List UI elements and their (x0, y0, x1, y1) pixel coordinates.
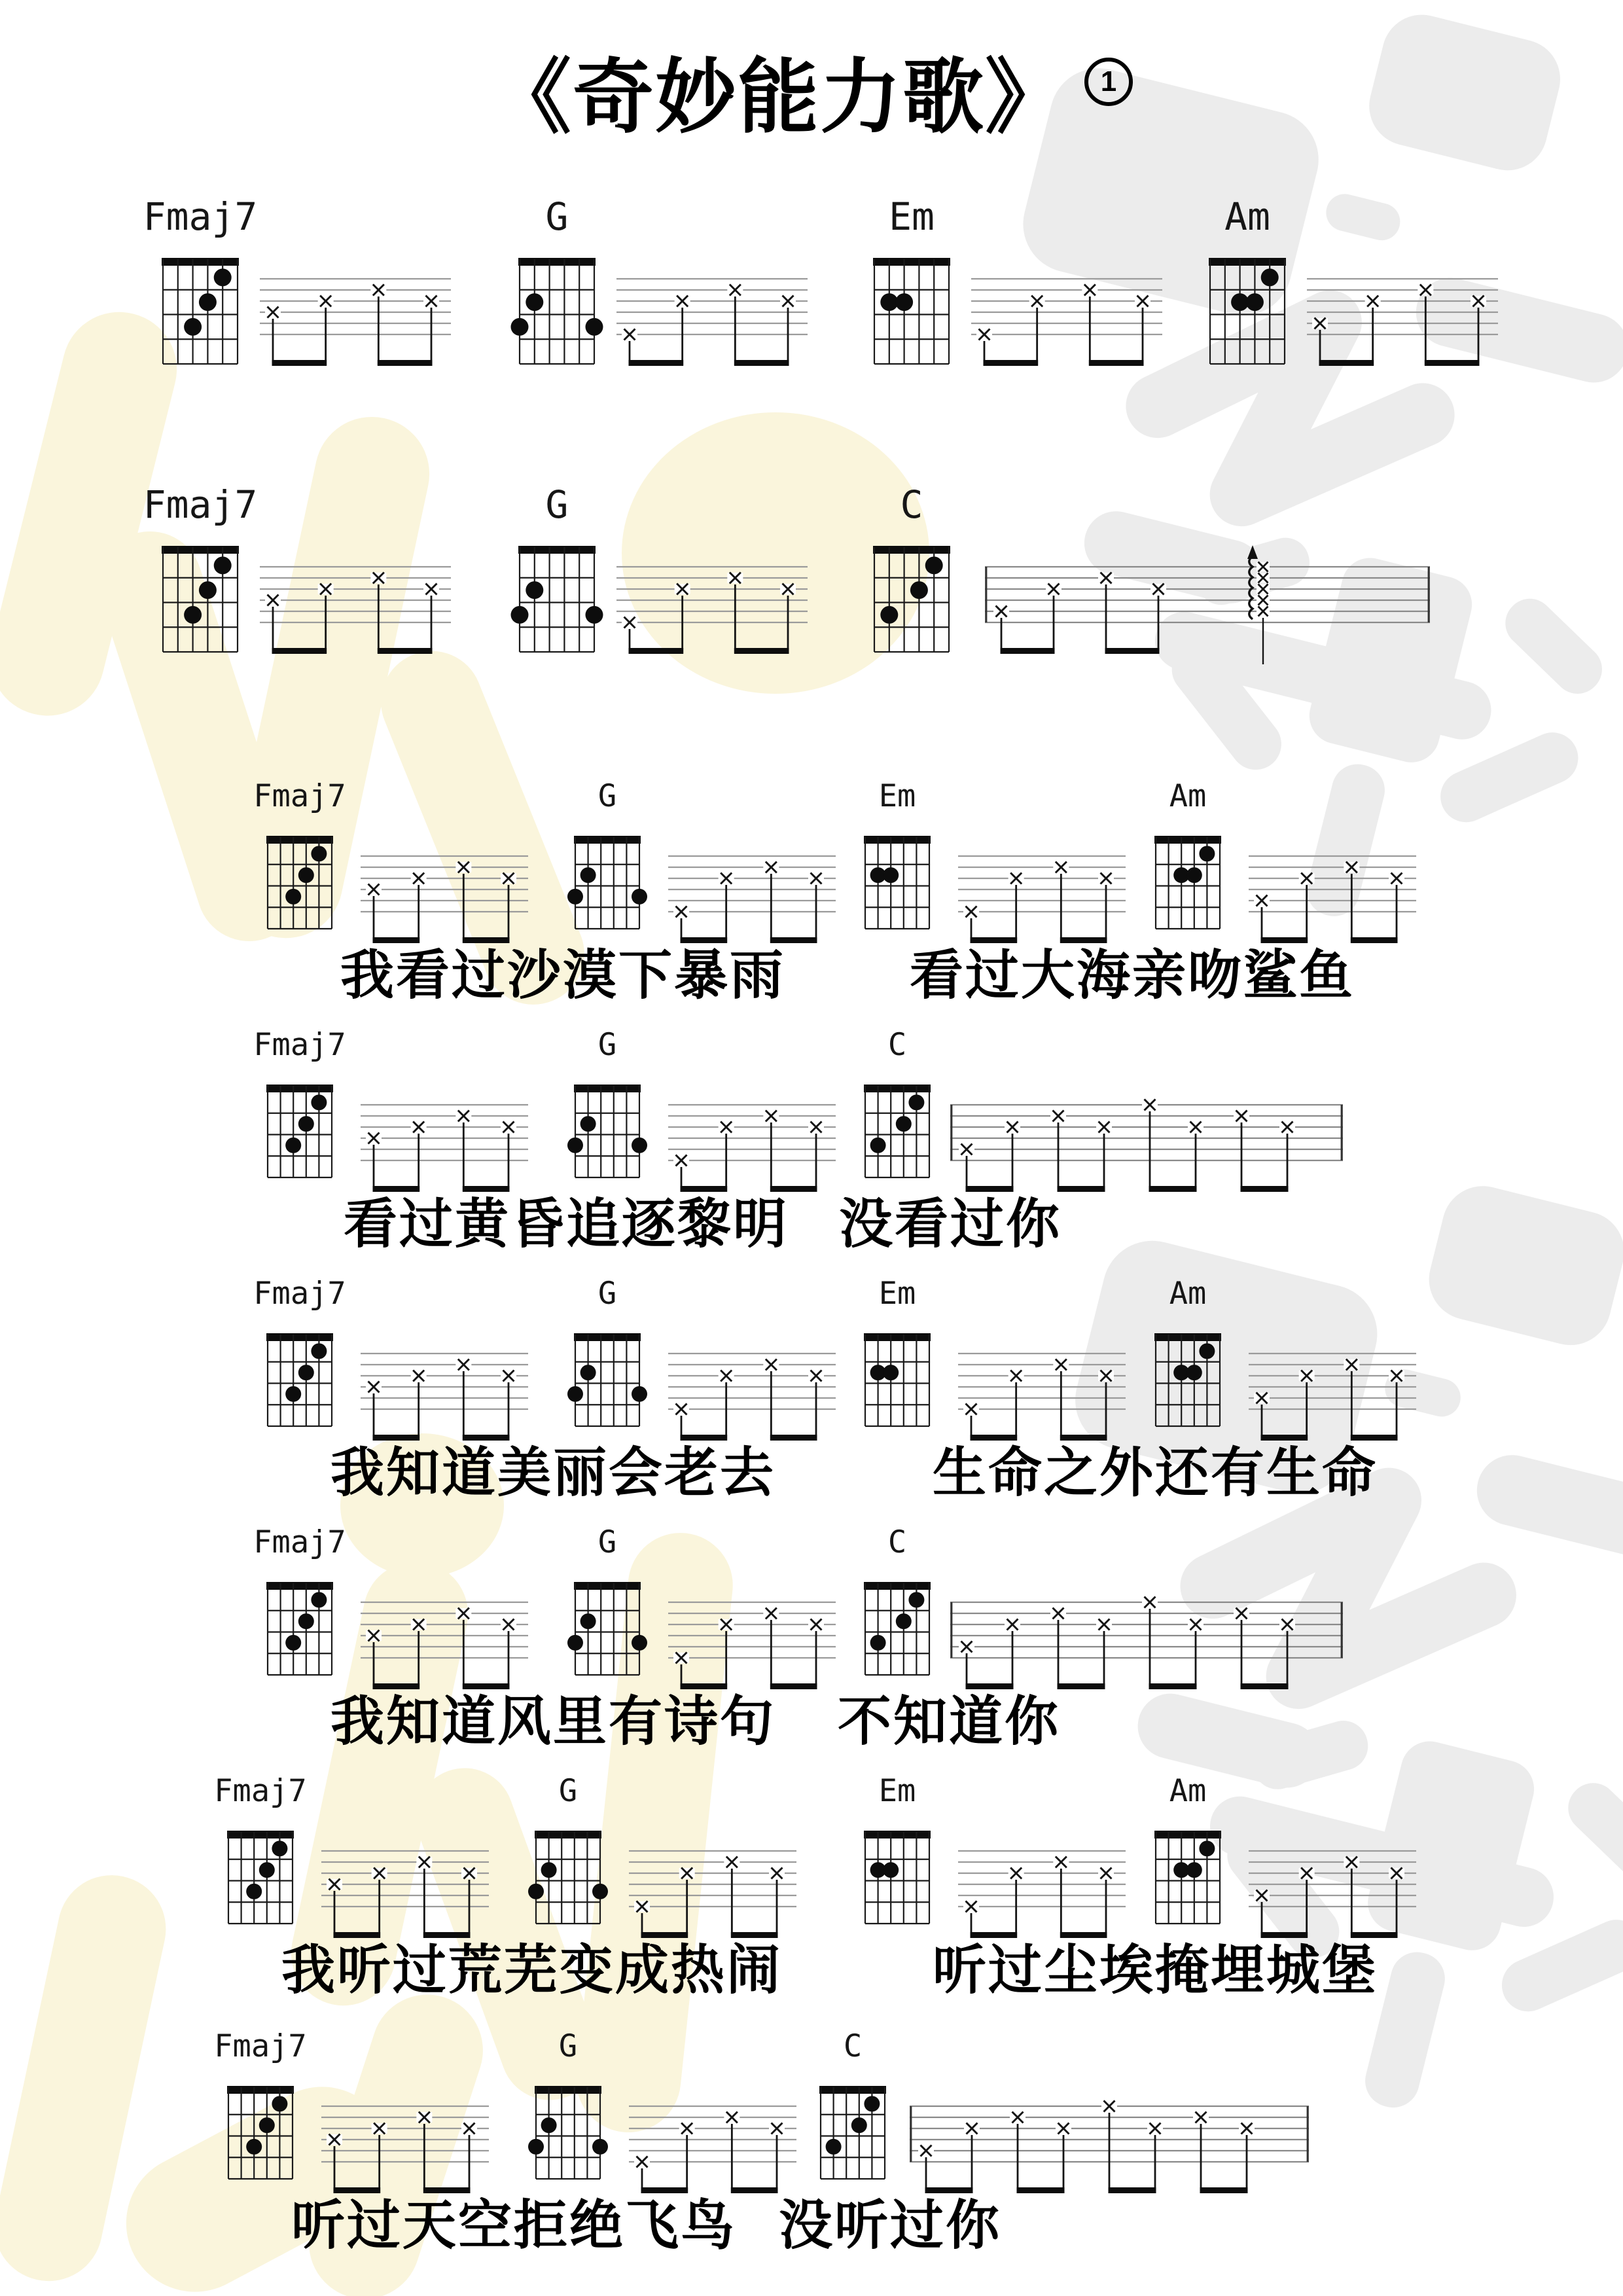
chord-diagram-wrap (856, 1828, 938, 1930)
chord-label: G (597, 1276, 617, 1312)
chord-diagram-wrap (527, 2083, 609, 2185)
chord-diagram-wrap (219, 1828, 302, 1930)
chord-diagram-wrap (259, 833, 341, 935)
chord-diagram (856, 1331, 938, 1433)
lyric-phrase: 我听过荒芜变成热闹 (281, 1941, 783, 2000)
chord-diagram (812, 2083, 894, 2185)
chord-label: Fmaj7 (143, 194, 258, 239)
strum-arrow-head (1247, 545, 1258, 559)
lyric-phrase: 我知道风里有诗句 (330, 1692, 776, 1751)
score-row (0, 769, 1623, 1018)
chord-diagram (566, 1579, 649, 1681)
chord-label: G (545, 194, 569, 239)
lyric-phrase: 我知道美丽会老去 (330, 1443, 776, 1503)
chord-diagram-wrap (1147, 1828, 1229, 1930)
chord-diagram-wrap (154, 255, 247, 370)
rhythm-staff-wrap (985, 543, 1430, 674)
rhythm-staff-wrap (616, 255, 808, 386)
chord-diagram-wrap (1201, 255, 1294, 370)
chord-label: C (887, 1524, 907, 1560)
chord-diagram-wrap (856, 1082, 938, 1184)
rhythm-staff-wrap (260, 543, 451, 674)
lyric-phrase: 没听过你 (779, 2196, 1002, 2255)
chord-diagram (527, 2083, 609, 2185)
chord-diagram (154, 255, 247, 370)
chord-diagram-wrap (259, 1331, 341, 1433)
chord-label: Fmaj7 (214, 2028, 307, 2064)
chord-label: Fmaj7 (253, 1027, 346, 1063)
chord-label: Fmaj7 (214, 1773, 307, 1809)
chord-diagram (259, 1331, 341, 1433)
lyric-phrase: 我看过沙漠下暴雨 (340, 946, 786, 1005)
chord-diagram-wrap (154, 543, 247, 658)
chord-diagram (154, 543, 247, 658)
score-row (0, 1764, 1623, 2013)
rhythm-staff (260, 255, 451, 386)
rhythm-staff-wrap (971, 255, 1162, 386)
lyric-phrase: 生命之外还有生命 (933, 1443, 1378, 1503)
chord-diagram-wrap (812, 2083, 894, 2185)
rhythm-staff-wrap (616, 543, 808, 674)
chord-label: Fmaj7 (253, 778, 346, 814)
chord-diagram (527, 1828, 609, 1930)
chord-label: G (558, 2028, 578, 2064)
chord-diagram (219, 1828, 302, 1930)
chord-diagram-wrap (856, 833, 938, 935)
song-title: 《奇妙能力歌》 (490, 52, 1067, 143)
page-number-badge (1084, 58, 1133, 106)
chord-diagram (510, 255, 603, 370)
chord-diagram-wrap (566, 1082, 649, 1184)
chord-label: C (843, 2028, 863, 2064)
chord-label: Am (1224, 194, 1270, 239)
chord-label: G (597, 778, 617, 814)
score-row (0, 1266, 1623, 1515)
chord-diagram-wrap (856, 1331, 938, 1433)
chord-label: Am (1169, 778, 1207, 814)
chord-label: Em (889, 194, 935, 239)
chord-diagram (856, 833, 938, 935)
chord-diagram-wrap (259, 1082, 341, 1184)
chord-diagram-wrap (566, 1579, 649, 1681)
chord-label: Fmaj7 (253, 1524, 346, 1560)
chord-diagram (865, 255, 958, 370)
chord-diagram-wrap (856, 1579, 938, 1681)
lyric-phrase: 听过尘埃掩埋城堡 (933, 1941, 1378, 2000)
rhythm-staff-wrap (260, 255, 451, 386)
chord-label: G (558, 1773, 578, 1809)
score-row (0, 2019, 1623, 2268)
chord-label: Em (878, 1276, 916, 1312)
lyric-phrase: 听过天空拒绝飞鸟 (291, 2196, 737, 2255)
chord-diagram (219, 2083, 302, 2185)
chord-diagram-wrap (259, 1579, 341, 1681)
chord-diagram (1201, 255, 1294, 370)
chord-diagram (856, 1579, 938, 1681)
rhythm-staff (1307, 255, 1498, 386)
rhythm-staff (971, 255, 1162, 386)
title-block (0, 51, 1623, 145)
chord-label: C (887, 1027, 907, 1063)
chord-diagram-wrap (527, 1828, 609, 1930)
page-number: 1 (1100, 65, 1117, 98)
rhythm-staff-wrap (1307, 255, 1498, 386)
chord-diagram (259, 833, 341, 935)
chord-label: C (900, 482, 923, 527)
score-row (0, 481, 1623, 730)
score-row (0, 193, 1623, 442)
rhythm-staff (985, 543, 1430, 674)
chord-diagram-wrap (1147, 833, 1229, 935)
chord-label: Fmaj7 (143, 482, 258, 527)
chord-diagram-wrap (1147, 1331, 1229, 1433)
chord-label: Am (1169, 1276, 1207, 1312)
chord-label: Em (878, 778, 916, 814)
score-row (0, 1018, 1623, 1266)
chord-diagram (1147, 833, 1229, 935)
chord-diagram-wrap (510, 255, 603, 370)
rhythm-staff (616, 543, 808, 674)
chord-diagram (259, 1579, 341, 1681)
chord-diagram (1147, 1331, 1229, 1433)
lyric-phrase: 看过黄昏追逐黎明 (344, 1194, 789, 1254)
chord-label: G (597, 1027, 617, 1063)
chord-diagram (856, 1082, 938, 1184)
chord-diagram (566, 1082, 649, 1184)
lyric-phrase: 看过大海亲吻鲨鱼 (910, 946, 1355, 1005)
chord-diagram-wrap (865, 543, 958, 658)
chord-diagram-wrap (510, 543, 603, 658)
chord-diagram (259, 1082, 341, 1184)
chord-diagram (566, 1331, 649, 1433)
rhythm-staff (260, 543, 451, 674)
chord-label: Em (878, 1773, 916, 1809)
chord-diagram-wrap (219, 2083, 302, 2185)
chord-label: Fmaj7 (253, 1276, 346, 1312)
chord-diagram (865, 543, 958, 658)
chord-diagram (856, 1828, 938, 1930)
chord-diagram (566, 833, 649, 935)
chord-diagram-wrap (566, 1331, 649, 1433)
chord-label: Am (1169, 1773, 1207, 1809)
strum-arrow-wave (1249, 556, 1253, 619)
chord-diagram (510, 543, 603, 658)
score-row (0, 1515, 1623, 1764)
chord-diagram (1147, 1828, 1229, 1930)
lyric-phrase: 不知道你 (838, 1692, 1061, 1751)
chord-diagram-wrap (566, 833, 649, 935)
lyric-phrase: 没看过你 (839, 1194, 1062, 1254)
chord-label: G (597, 1524, 617, 1560)
chord-label: G (545, 482, 569, 527)
chord-diagram-wrap (865, 255, 958, 370)
rhythm-staff (616, 255, 808, 386)
